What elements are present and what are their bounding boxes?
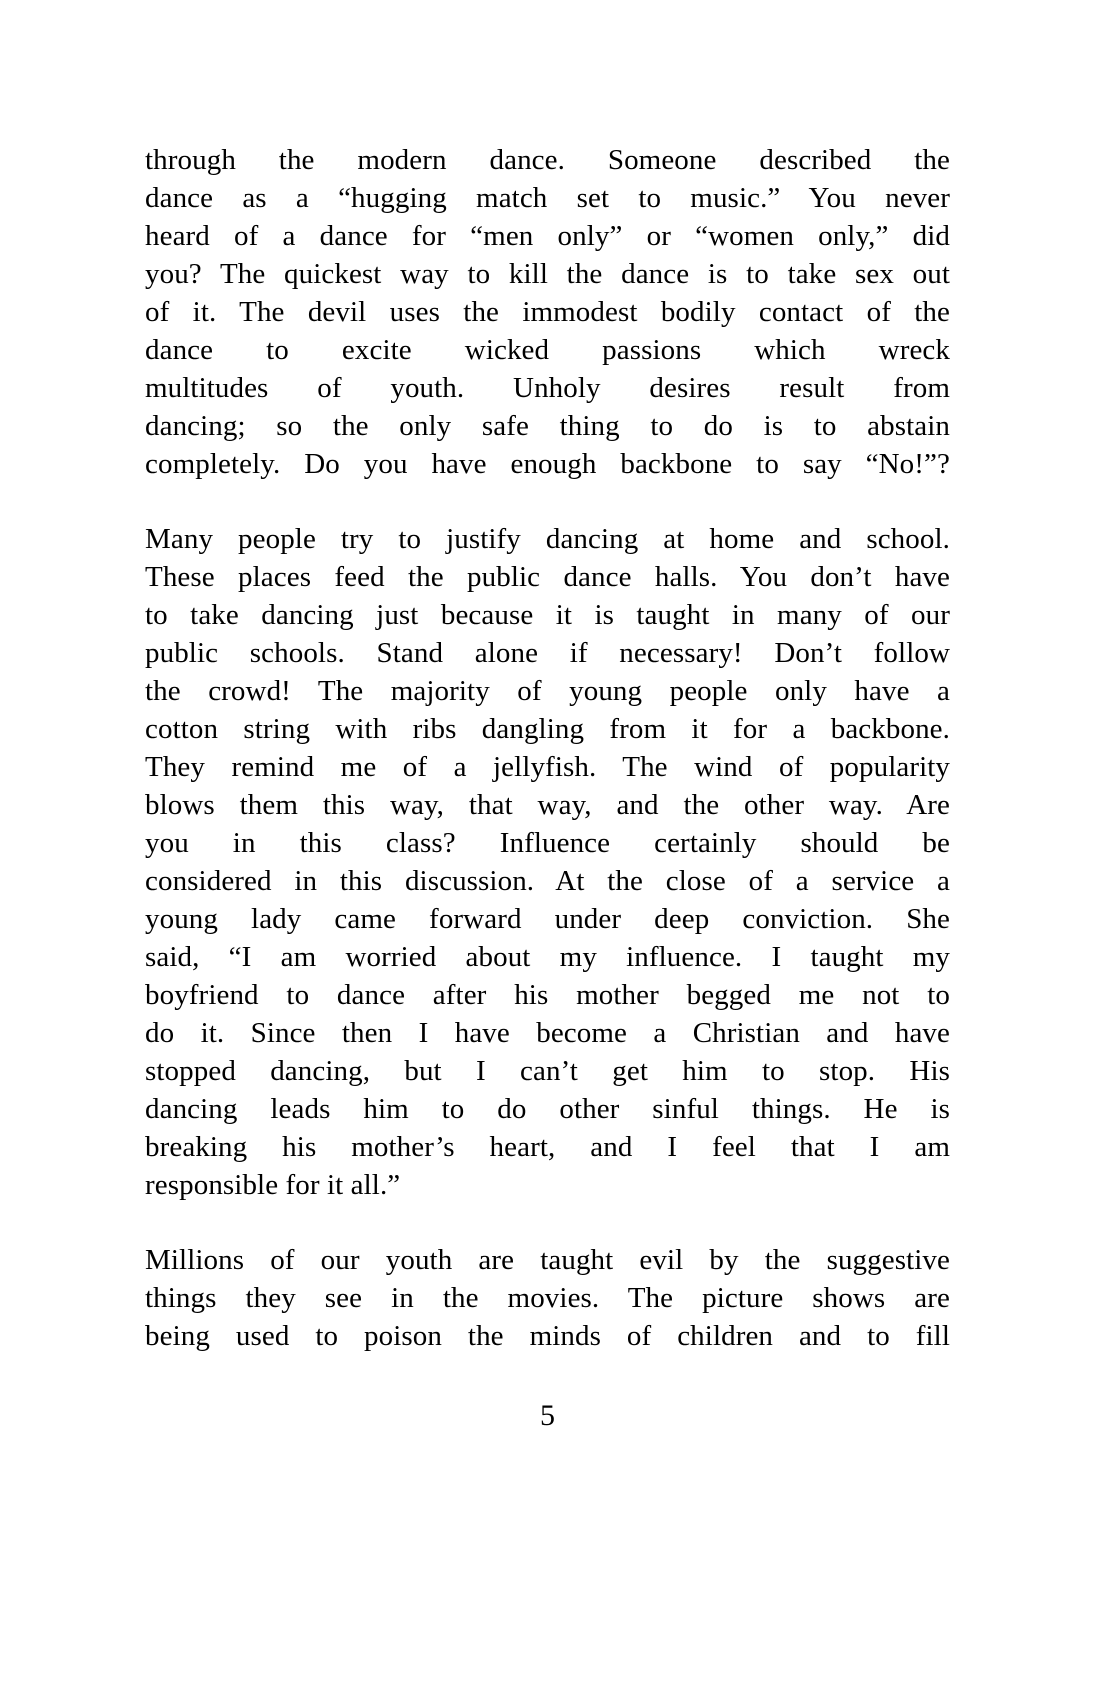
text-line: dancing; so the only safe thing to do is to abstain bbox=[145, 410, 950, 442]
text-line: completely. Do you have enough backbone to say “No!”? bbox=[145, 448, 950, 480]
text-line: dance to excite wicked passions which wreck bbox=[145, 334, 950, 366]
text-line: the crowd! The majority of young people only have a bbox=[145, 675, 950, 707]
text-line: considered in this discussion. At the close of a service a bbox=[145, 865, 950, 897]
text-line: boyfriend to dance after his mother begged me not to bbox=[145, 979, 950, 1011]
paragraph bbox=[145, 520, 950, 1204]
text-line: young lady came forward under deep conviction. She bbox=[145, 903, 950, 935]
text-line: Many people try to justify dancing at home and school. bbox=[145, 523, 950, 555]
text-line: heard of a dance for “men only” or “women only,” did bbox=[145, 220, 950, 252]
text-line: do it. Since then I have become a Christian and have bbox=[145, 1017, 950, 1049]
text-line: cotton string with ribs dangling from it for a backbone. bbox=[145, 713, 950, 745]
text-line: stopped dancing, but I can’t get him to stop. His bbox=[145, 1055, 950, 1087]
text-line: being used to poison the minds of children and to fill bbox=[145, 1320, 950, 1352]
text-line: you? The quickest way to kill the dance is to take sex out bbox=[145, 258, 950, 290]
text-line: dancing leads him to do other sinful things. He is bbox=[145, 1093, 950, 1125]
text-line: public schools. Stand alone if necessary! Don’t follow bbox=[145, 637, 950, 669]
text-line: breaking his mother’s heart, and I feel that I am bbox=[145, 1131, 950, 1163]
text-column bbox=[145, 141, 950, 1435]
text-line: multitudes of youth. Unholy desires result from bbox=[145, 372, 950, 404]
page-number: 5 bbox=[540, 1399, 555, 1432]
text-line: things they see in the movies. The picture shows are bbox=[145, 1282, 950, 1314]
page-text bbox=[145, 141, 950, 1355]
paragraph bbox=[145, 1241, 950, 1355]
paragraph bbox=[145, 141, 950, 483]
text-line: They remind me of a jellyfish. The wind of popularity bbox=[145, 751, 950, 783]
text-line: through the modern dance. Someone described the bbox=[145, 144, 950, 176]
text-line: to take dancing just because it is taught in many of our bbox=[145, 599, 950, 631]
text-line: responsible for it all.” bbox=[145, 1169, 401, 1201]
text-line: of it. The devil uses the immodest bodily contact of the bbox=[145, 296, 950, 328]
text-line: Millions of our youth are taught evil by the suggestive bbox=[145, 1244, 950, 1276]
text-line: These places feed the public dance halls. You don’t have bbox=[145, 561, 950, 593]
text-line: dance as a “hugging match set to music.” You never bbox=[145, 182, 950, 214]
text-line: said, “I am worried about my influence. I taught my bbox=[145, 941, 950, 973]
text-line: blows them this way, that way, and the other way. Are bbox=[145, 789, 950, 821]
text-line: you in this class? Influence certainly should be bbox=[145, 827, 950, 859]
